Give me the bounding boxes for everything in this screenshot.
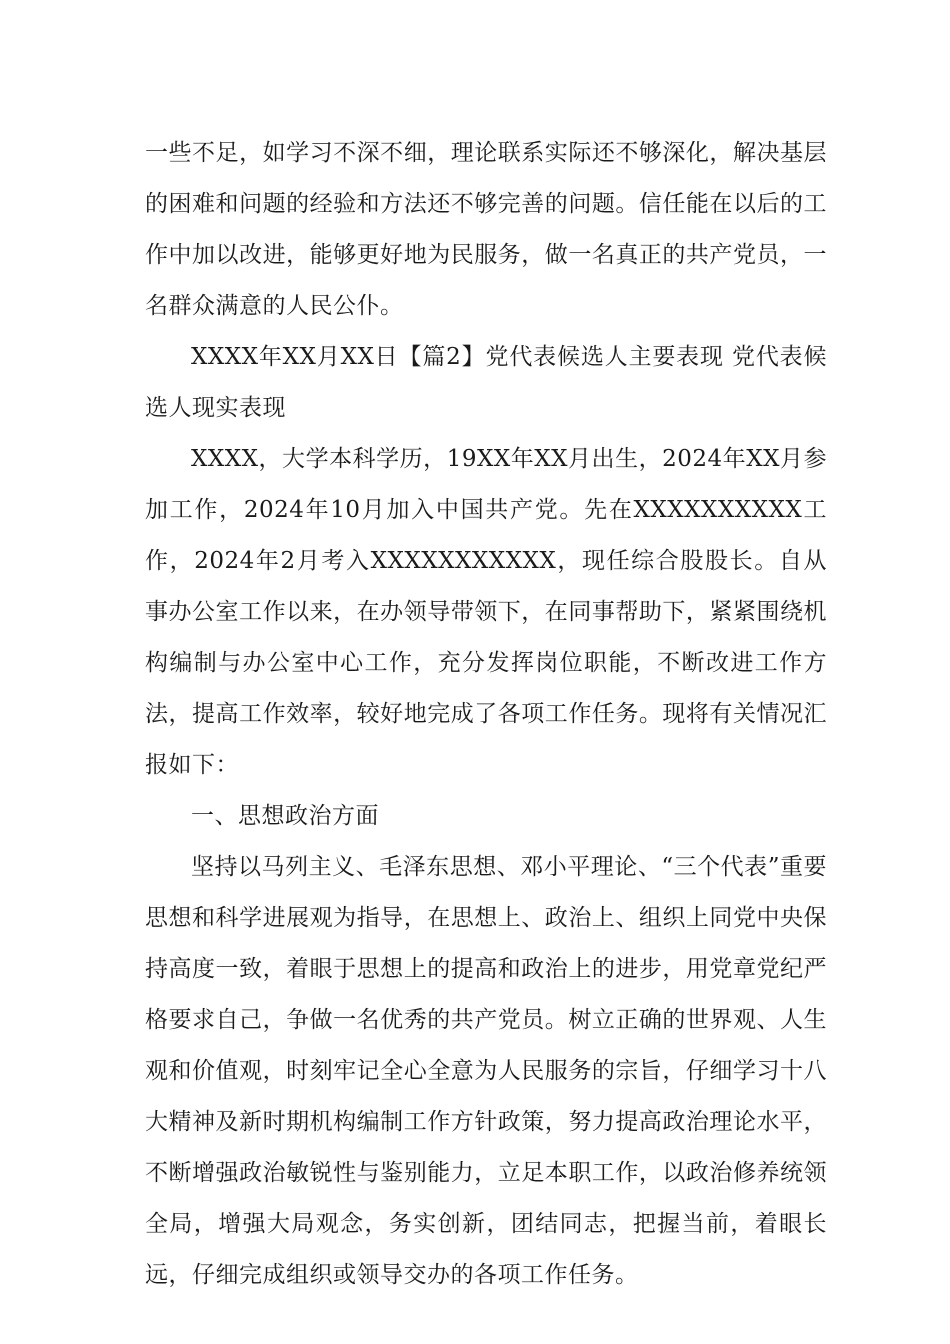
paragraph-continuation: 一些不足，如学习不深不细，理论联系实际还不够深化，解决基层的困难和问题的经验和方法还不够完善的问题。信任能在以后的工作中加以改进，能够更好地为民服务，做一名真正的共产党员，一名群众满意的人民公仆。	[145, 140, 827, 319]
document-body	[145, 128, 827, 1301]
paragraph-intro: XXXX，大学本科学历，19XX年XX月出生，2024年XX月参加工作，2024年10月加入中国共产党。先在XXXXXXXXXX工作，2024年2月考入XXXXXXXXXXX，现任综合股股长。自从事办公室工作以来，在办领导带领下，在同事帮助下，紧紧围绕机构编制与办公室中心工作，充分发挥岗位职能，不断改进工作方法，提高工作效率，较好地完成了各项工作任务。现将有关情况汇报如下：	[145, 446, 827, 778]
paragraph-date-title: XXXX年XX月XX日【篇2】党代表候选人主要表现 党代表候选人现实表现	[145, 344, 827, 421]
section-heading: 一、思想政治方面	[191, 803, 379, 829]
paragraph-section-body: 坚持以马列主义、毛泽东思想、邓小平理论、“三个代表”重要思想和科学进展观为指导，在思想上、政治上、组织上同党中央保持高度一致，着眼于思想上的提高和政治上的进步，用党章党纪严格要求自己，争做一名优秀的共产党员。树立正确的世界观、人生观和价值观，时刻牢记全心全意为人民服务的宗旨，仔细学习十八大精神及新时期机构编制工作方针政策，努力提高政治理论水平，不断增强政治敏锐性与鉴别能力，立足本职工作，以政治修养统领全局，增强大局观念，务实创新，团结同志，把握当前，着眼长远，仔细完成组织或领导交办的各项工作任务。	[145, 854, 827, 1288]
